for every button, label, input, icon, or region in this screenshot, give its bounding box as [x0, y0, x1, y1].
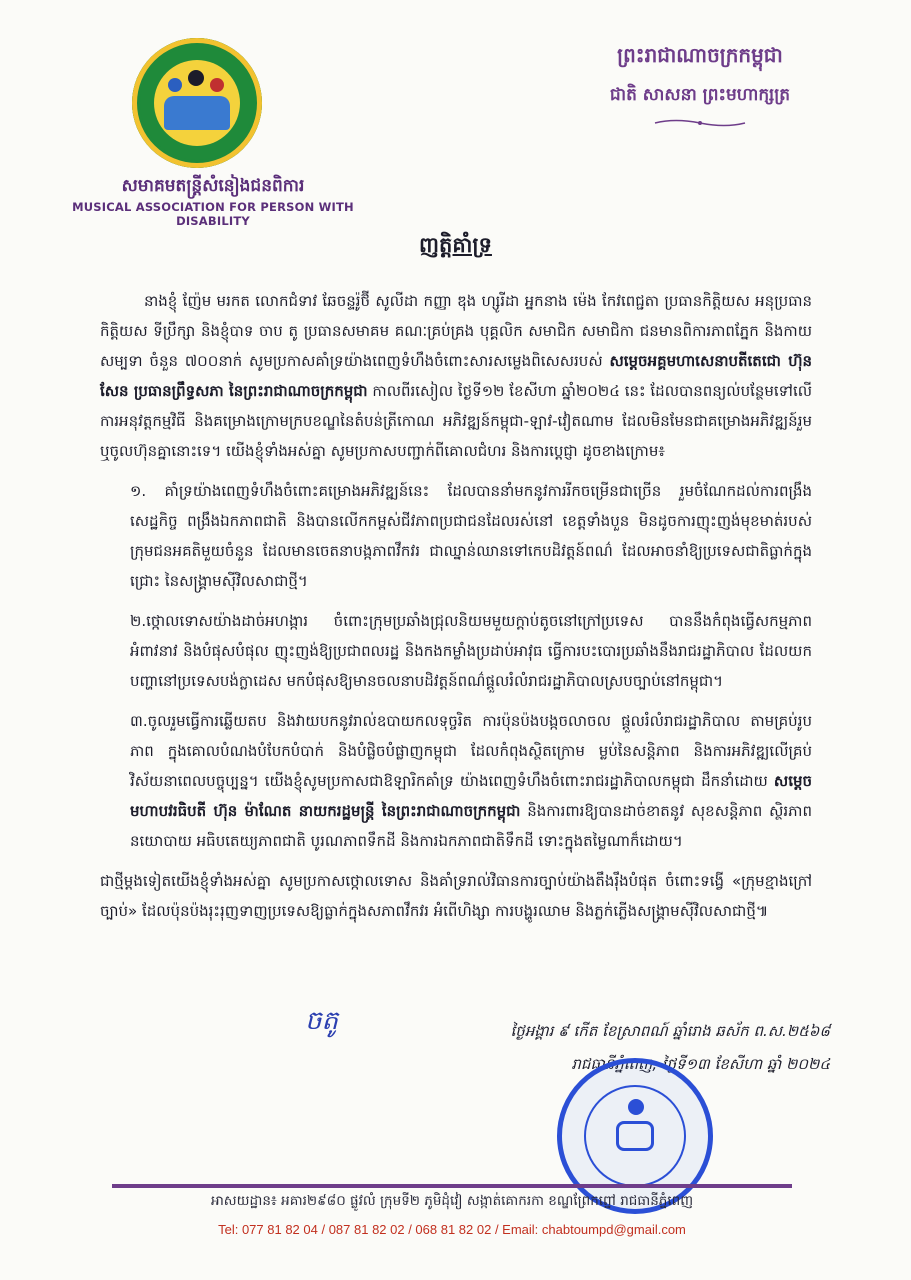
solar-date: រាជធានីភ្នំពេញ, ថ្ងៃទី១៣ ខែសីហា ឆ្នាំ ២០២៤	[571, 1055, 830, 1073]
footer-address: អាសយដ្ឋាន៖ អគារ២៩៨០ ផ្លូវលំ ក្រុមទី២ ភូមិដុំវៀ សង្កាត់គោករកា ខណ្ឌព្រែកព្នៅ រាជធានីភ្នំពេញ	[210, 1193, 694, 1209]
list-item: ១. គាំទ្រយ៉ាងពេញទំហឹងចំពោះគម្រោងអភិវឌ្ឍន៍នេះ ដែលបាននាំមកនូវការរីកចម្រើនជាច្រើន រួមចំណែកដល់ការពង្រឹងសេដ្ឋកិច្ច ពង្រឹងឯកភាពជាតិ និងបានលើកកម្ពស់ជីវភាពប្រជាជនដែលរស់នៅ ខេត្តទាំងបួន មិនដូចការញុះញង់មុខមាត់របស់ក្រុមជនអគតិមួយចំនួន ដែលមានចេតនាបង្កភាពវឹកវរ ជាឈ្នាន់ឈានទៅកេបដិវត្តន៍ពណ៌ ដែលអាចនាំឱ្យប្រទេសជាតិធ្លាក់ក្នុងជ្រោះ នៃសង្គ្រាមស៊ីវិលសាជាថ្មី។	[130, 482, 812, 590]
national-motto: ជាតិ សាសនា ព្រះមហាក្សត្រ	[609, 85, 791, 105]
org-name-english: MUSICAL ASSOCIATION FOR PERSON WITH DISABILITY	[72, 200, 354, 228]
signature: ចតូ	[305, 1006, 339, 1036]
document-body	[100, 286, 812, 926]
org-name-khmer: សមាគមតន្ត្រីសំនៀងជនពិការ	[121, 176, 305, 196]
document-title: ញត្តិគាំទ្រ	[419, 233, 492, 257]
official-stamp	[557, 1058, 713, 1214]
lunar-date: ថ្ងៃអង្គារ ៩ កើត ខែស្រាពណ៍ ឆ្នាំរោង ឆស័ក ព.ស.២៥៦៨	[510, 1022, 830, 1040]
intro-paragraph: នាងខ្ញុំ ញ៉ែម មរកត លោកជំទាវ ឆែចន្ទរ៉ូថ៊ី សូលីដា កញ្ញា ឌុង ហ្សូរីដា អ្នកនាង ម៉េង កែវពេជ្ជតា ប្រធានកិត្តិយស អនុប្រធានកិត្តិយស ទីប្រឹក្សា និងខ្ញុំបាទ ចាប តូ ប្រធានសមាគម គណៈគ្រប់គ្រង បុគ្គលិក សមាជិក សមាជិកា ជនមានពិការភាពភ្នែក និងកាយសម្បទា ចំនួន ៧០០នាក់ សូមប្រកាសគាំទ្រយ៉ាងពេញទំហឹងចំពោះសារសម្លេងពិសេសរបស់ សម្តេចអគ្គមហាសេនាបតីតេជោ ហ៊ុន សែន ប្រធានព្រឹទ្ធសភា នៃព្រះរាជាណាចក្រកម្ពុជា កាលពីរសៀល ថ្ងៃទី១២ ខែសីហា ឆ្នាំ២០២៤ នេះ ដែលបានពន្យល់បន្ថែមទៅលើការអនុវត្តកម្មវិធី និងគម្រោងក្រោមក្របខណ្ឌនៃតំបន់ត្រីកោណ អភិវឌ្ឍន៍កម្ពុជា-ឡាវ-វៀតណាម ដែលមិនមែនជាគម្រោងអភិវឌ្ឍន៍រួម ឬចូលហ៊ុនគ្នានោះទេ។ យើងខ្ញុំទាំងអស់គ្នា សូមប្រកាសបញ្ជាក់ពីគោលជំហរ និងការប្តេជ្ញា ដូចខាងក្រោម៖	[100, 292, 812, 460]
footer-divider	[112, 1184, 792, 1188]
footer-contact: Tel: 077 81 82 04 / 087 81 82 02 / 068 81 82 02 / Email: chabtoumpd@gmail.com	[218, 1222, 686, 1237]
closing-paragraph: ជាថ្មីម្តងទៀតយើងខ្ញុំទាំងអស់គ្នា សូមប្រកាសថ្កោលទោស និងគាំទ្ររាល់វិធានការច្បាប់យ៉ាងតឹងរ៉ឹងបំផុត ចំពោះទង្វើ «ក្រុមខ្មាងក្រៅច្បាប់» ដែលប៉ុនប៉ងរុះរុញទាញប្រទេសឱ្យធ្លាក់ក្នុងសភាពវឹកវរ អំពើហិង្សា ការបង្ហូរឈាម និងភ្លក់ភ្លើងសង្គ្រាមស៊ីវិលសាជាថ្មី៕	[100, 872, 812, 920]
list-item: ២.ថ្កោលទោសយ៉ាងដាច់អហង្ការ ចំពោះក្រុមប្រឆាំងជ្រុលនិយមមួយក្តាប់តូចនៅក្រៅប្រទេស បាននឹងកំពុងធ្វើសកម្មភាពអំពាវនាវ និងបំផុសបំផុល ញុះញង់ឱ្យប្រជាពលរដ្ឋ និងកងកម្លាំងប្រដាប់អាវុធ ធ្វើការបះបោរប្រឆាំងនឹងរាជរដ្ឋាភិបាល ដែលយកបញ្ហានៅប្រទេសបង់ក្លាដេស មកបំផុសឱ្យមានចលនាបដិវត្តន៍ពណ៌ផ្តួលរំលំរាជរដ្ឋាភិបាលស្របច្បាប់នៅកម្ពុជា។	[130, 612, 812, 690]
list-item: ៣.ចូលរួមធ្វើការឆ្លើយតប និងវាយបកនូវរាល់ឧបាយកលទុច្ចរិត ការប៉ុនប៉ងបង្កចលាចល ផ្តួលរំលំរាជរដ្ឋាភិបាល តាមគ្រប់រូបភាព ក្នុងគោលបំណងបំបែកបំបាក់ និងបំផ្លិចបំផ្លាញកម្ពុជា ដែលកំពុងស្ថិតក្រោម ម្លប់នៃសន្តិភាព និងការអភិវឌ្ឍលើគ្រប់វិស័យនាពេលបច្ចុប្បន្ន។ យើងខ្ញុំសូមប្រកាសជាឱឡារិកគាំទ្រ យ៉ាងពេញទំហឹងចំពោះរាជរដ្ឋាភិបាលកម្ពុជា ដឹកនាំដោយ សម្តេចមហាបវរធិបតី ហ៊ុន ម៉ាណែត នាយករដ្ឋមន្ត្រី នៃព្រះរាជាណាចក្រកម្ពុជា និងការពារឱ្យបានដាច់ខាតនូវ សុខសន្តិភាព ស្ថិរភាពនយោបាយ អធិបតេយ្យភាពជាតិ បូរណភាពទឹកដី និងការឯកភាពជាតិទឹកដី ទោះក្នុងតម្លៃណាក៏ដោយ។	[130, 712, 812, 850]
association-logo	[132, 38, 262, 168]
motto-ornament-icon	[650, 118, 750, 128]
kingdom-heading: ព្រះរាជាណាចក្រកម្ពុជា	[617, 43, 783, 67]
